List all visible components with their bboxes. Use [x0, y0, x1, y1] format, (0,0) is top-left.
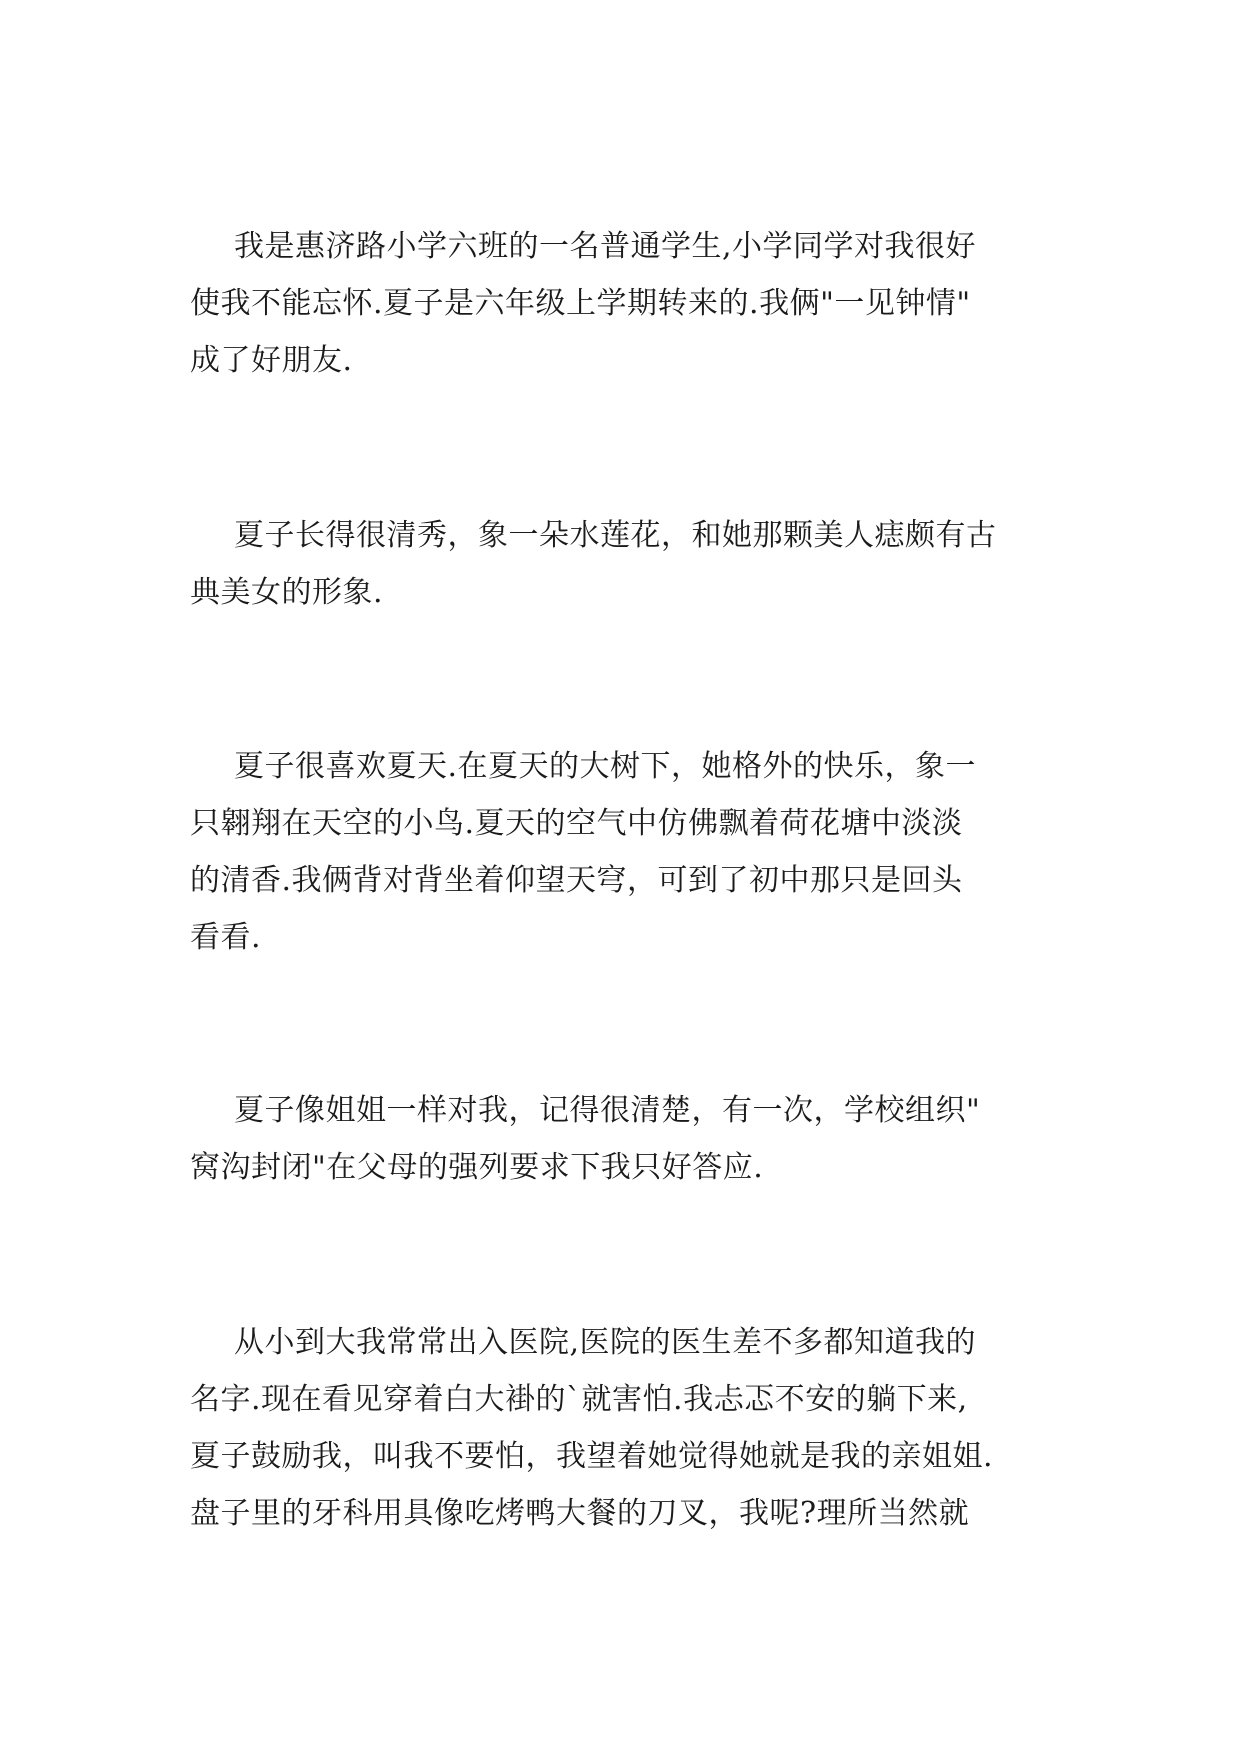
text-line: 看看. — [190, 920, 262, 955]
paragraph-4 — [190, 1082, 1070, 1196]
text-line: 夏子很喜欢夏天.在夏天的大树下，她格外的快乐，象一 — [234, 749, 977, 784]
text-line: 只翱翔在天空的小鸟.夏天的空气中仿佛飘着荷花塘中淡淡 — [190, 806, 963, 841]
text-line: 典美女的形象. — [190, 575, 384, 610]
text-line: 夏子长得很清秀，象一朵水莲花，和她那颗美人痣颇有古 — [234, 518, 997, 553]
text-line: 窝沟封闭"在父母的强列要求下我只好答应. — [190, 1150, 764, 1185]
text-line: 名字.现在看见穿着白大褂的`就害怕.我忐忑不安的躺下来, — [190, 1382, 968, 1417]
text-line: 夏子像姐姐一样对我，记得很清楚，有一次，学校组织" — [234, 1093, 981, 1128]
text-line: 盘子里的牙科用具像吃烤鸭大餐的刀叉，我呢?理所当然就 — [190, 1496, 970, 1531]
text-line: 的清香.我俩背对背坐着仰望天穹，可到了初中那只是回头 — [190, 863, 963, 898]
text-line: 使我不能忘怀.夏子是六年级上学期转来的.我俩"一见钟情" — [190, 286, 971, 321]
text-line: 夏子鼓励我，叫我不要怕，我望着她觉得她就是我的亲姐姐. — [190, 1439, 994, 1474]
paragraph-1 — [190, 218, 1070, 389]
text-line: 从小到大我常常出入医院,医院的医生差不多都知道我的 — [234, 1325, 977, 1360]
paragraph-5 — [190, 1314, 1070, 1542]
text-line: 我是惠济路小学六班的一名普通学生,小学同学对我很好 — [234, 229, 977, 264]
paragraph-3 — [190, 738, 1070, 966]
text-line: 成了好朋友. — [190, 343, 353, 378]
paragraph-2 — [190, 507, 1070, 621]
